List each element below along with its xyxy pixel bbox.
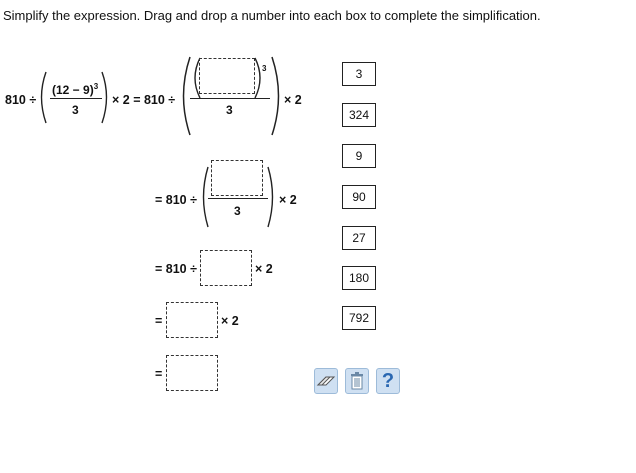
times-2-equals: × 2 = 810 ÷ — [112, 93, 176, 107]
number-tile-9[interactable]: 9 — [342, 144, 376, 168]
number-tile-90[interactable]: 90 — [342, 185, 376, 209]
step1-denominator: 3 — [226, 103, 233, 117]
step2-left-paren — [198, 165, 210, 229]
step1-exponent: 3 — [262, 64, 267, 73]
step2-prefix: = 810 ÷ — [155, 193, 197, 207]
number-tile-324[interactable]: 324 — [342, 103, 376, 127]
step3-times-2: × 2 — [255, 262, 273, 276]
step1-times-2: × 2 — [284, 93, 302, 107]
number-tile-27[interactable]: 27 — [342, 226, 376, 250]
fraction-denominator: 3 — [72, 103, 79, 117]
eraser-icon — [316, 374, 336, 388]
trash-icon — [350, 372, 364, 390]
step2-denominator: 3 — [234, 204, 241, 218]
eraser-button[interactable] — [314, 368, 338, 394]
fraction-numerator: $(12 - 9)^3$ — [52, 82, 99, 97]
trash-button[interactable] — [345, 368, 369, 394]
number-tile-3[interactable]: 3 — [342, 62, 376, 86]
step3-prefix: = 810 ÷ — [155, 262, 197, 276]
expression-lead: 810 ÷ — [5, 93, 37, 107]
number-tile-180[interactable]: 180 — [342, 266, 376, 290]
drop-box-final[interactable] — [166, 355, 218, 391]
left-paren-1 — [36, 70, 48, 125]
step2-right-paren — [266, 165, 278, 229]
drop-box-step1-base[interactable] — [199, 58, 255, 94]
drop-box-step2[interactable] — [211, 160, 263, 196]
right-paren-1 — [100, 70, 112, 125]
inner-right-paren — [253, 56, 267, 100]
step4-times-2: × 2 — [221, 314, 239, 328]
instructions: Simplify the expression. Drag and drop a number into each box to complete the simplification. — [3, 8, 541, 23]
step1-fraction-line — [190, 98, 270, 99]
help-icon: ? — [381, 369, 395, 392]
step5-prefix: = — [155, 367, 163, 381]
step4-prefix: = — [155, 314, 163, 328]
drop-box-step3[interactable] — [200, 250, 252, 286]
step2-times-2: × 2 — [279, 193, 297, 207]
fraction-line — [50, 98, 102, 99]
number-tile-792[interactable]: 792 — [342, 306, 376, 330]
help-button[interactable] — [376, 368, 400, 394]
step2-fraction-line — [208, 198, 268, 199]
drop-box-step4[interactable] — [166, 302, 218, 338]
